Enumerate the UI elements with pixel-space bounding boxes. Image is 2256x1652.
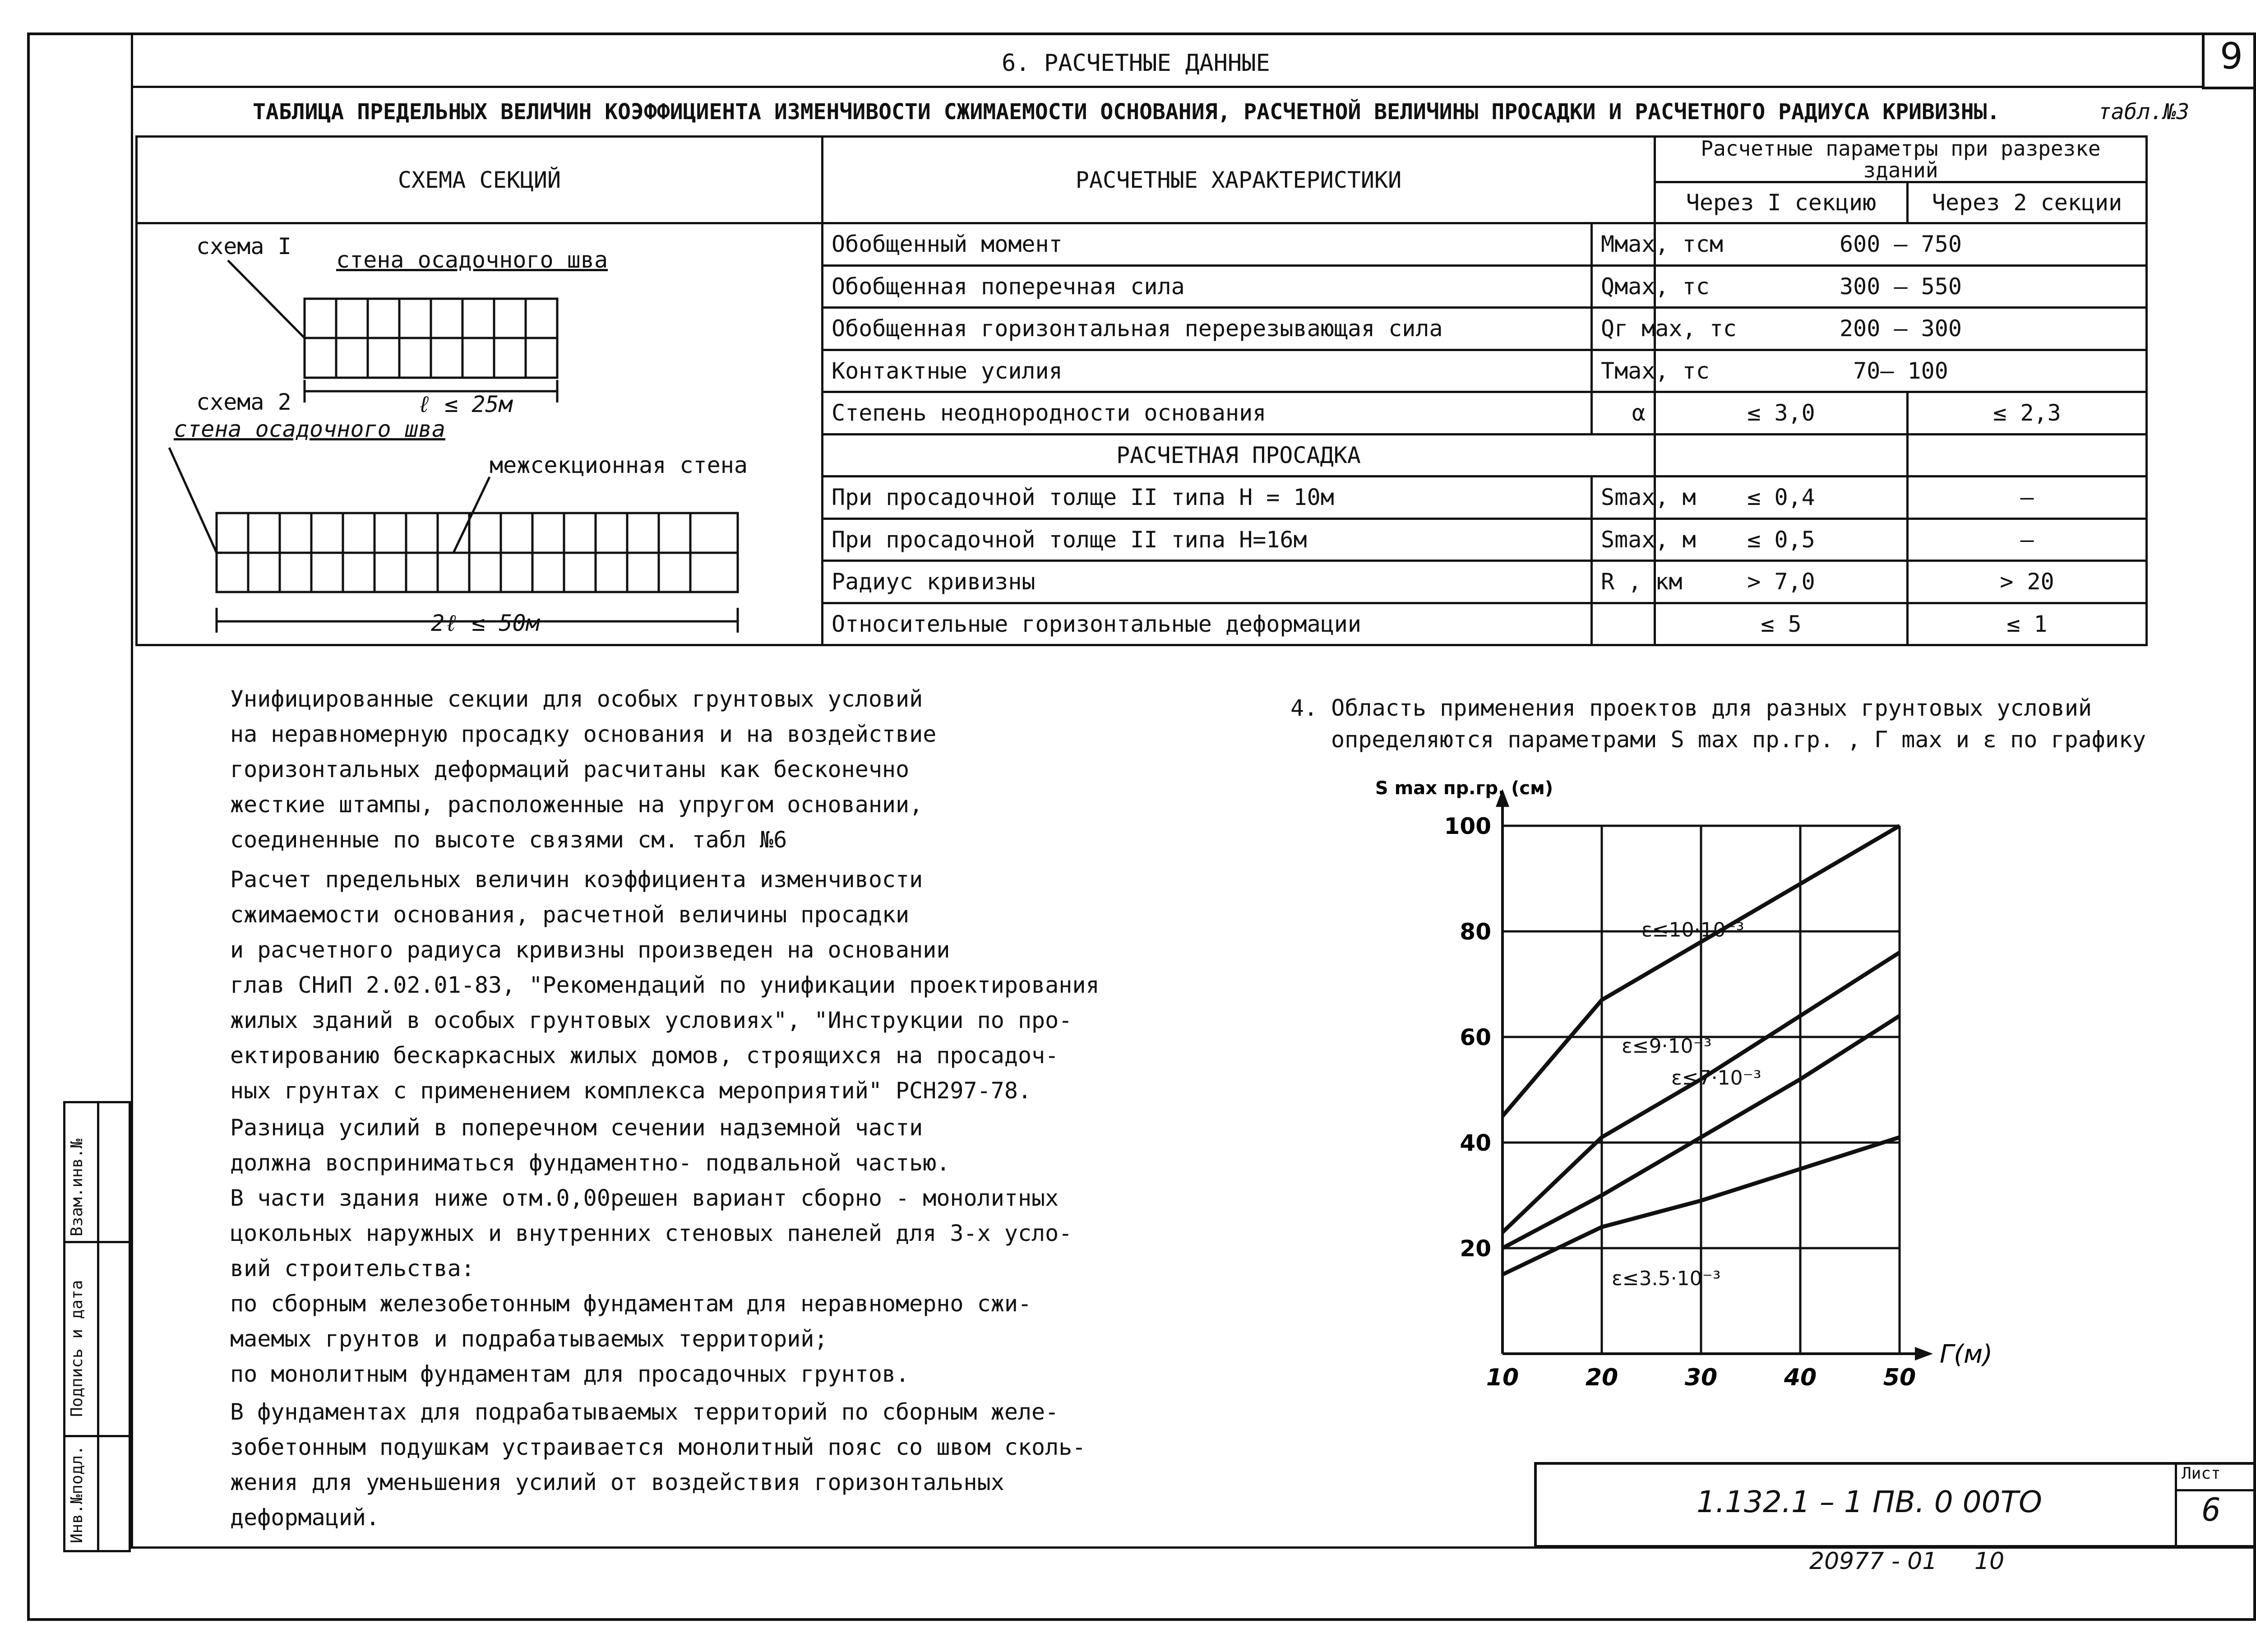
paragraph-4 [230,1394,1086,1535]
text-line: цокольных наружных и внутренних стеновых панелей для 3-х усло- [230,1220,1073,1246]
header-characteristics: РАСЧЕТНЫЕ ХАРАКТЕРИСТИКИ [823,137,1655,223]
text-line: маемых грунтов и подрабатываемых территорий; [230,1326,828,1352]
row-symbol [1592,603,1655,645]
row-value: 200 – 300 [1655,308,2147,350]
schema-cell [137,223,823,645]
document-code: 1.132.1 – 1 ПВ. 0 00ТО [1697,1485,2042,1519]
side-stamp-divider [63,1435,131,1437]
series-label: ε≤9·10⁻³ [1622,1035,1712,1058]
row-name: Обобщенная поперечная сила [823,265,1592,308]
chart-caption-2: определяются параметрами S max пр.гр. , Г max и ε по графику [1331,727,2146,753]
text-line: Разница усилий в поперечном сечении надземной части [230,1115,923,1141]
row-value: 600 – 750 [1655,223,2147,266]
row-value1: > 7,0 [1655,561,1908,603]
row-symbol: α [1592,392,1655,435]
y-tick-label: 40 [1460,1130,1491,1156]
side-stamp-divider [97,1101,99,1552]
schema1-label: схема I [196,233,291,259]
row-symbol: Qмах, тс [1592,265,1655,308]
x-axis-arrow [1915,1347,1933,1360]
schema-drawing [138,224,814,644]
row-name: Относительные горизонтальные деформации [823,603,1592,645]
chart-caption-1: 4. Область применения проектов для разных грунтовых условий [1290,695,2092,721]
table-title: ТАБЛИЦА ПРЕДЕЛЬНЫХ ВЕЛИЧИН КОЭФФИЦИЕНТА ИЗМЕНЧИВОСТИ СЖИМАЕМОСТИ ОСНОВАНИЯ, РАСЧЕТНОЙ ВЕЛИЧИНЫ ПРОСАДКИ И РАСЧЕТНОГО РАДИУСА КРИВИЗНЫ. [253,99,2000,125]
text-line: горизонтальных деформаций расчитаны как бесконечно [230,756,910,782]
row-symbol: R , км [1592,561,1655,603]
text-line: В части здания ниже отм.0,00решен вариант сборно - монолитных [230,1185,1059,1211]
text-line: вий строительства: [230,1255,475,1282]
x-tick-label: 20 [1585,1364,1618,1391]
x-tick-label: 10 [1486,1364,1519,1391]
x-axis-label: Г(м) [1940,1340,1993,1369]
paragraph-3 [230,1110,1072,1392]
sheet-number: 6 [2202,1491,2221,1528]
series-label: ε≤3.5·10⁻³ [1612,1267,1721,1290]
side-stamp-divider [63,1241,131,1243]
x-tick-label: 30 [1684,1364,1718,1391]
main-table [135,135,2231,646]
series-label: ε≤10·10⁻³ [1641,918,1744,942]
row-value1: ≤ 0,4 [1655,477,1908,519]
row-value2: ≤ 1 [1908,603,2147,645]
row-symbol: Mмах, тсм [1592,223,1655,266]
x-tick-label: 40 [1784,1364,1817,1391]
row-name: Степень неоднородности основания [823,392,1592,435]
schema2-leader2 [453,477,490,553]
text-line: глав СНиП 2.02.01-83, "Рекомендаций по унификации проектирования [230,972,1100,998]
row-value1: ≤ 3,0 [1655,392,1908,435]
text-line: зобетонным подушкам устраивается монолитный пояс со швом сколь- [230,1434,1086,1460]
text-line: В фундаментах для подрабатываемых территорий по сборным желе- [230,1399,1059,1425]
row-value1: ≤ 0,5 [1655,518,1908,561]
header-schema: СХЕМА СЕКЦИЙ [137,137,823,223]
page-number: 9 [2220,35,2243,77]
text-line: деформаций. [230,1504,380,1531]
schema2-leader [169,448,217,553]
text-line: соединенные по высоте связями см. табл №6 [230,827,787,853]
sheet-label: Лист [2182,1464,2221,1483]
schema1-caption: стена осадочного шва [336,247,608,273]
row-name: При просадочной толще II типа Н = 10м [823,477,1592,519]
row-name: Обобщенный момент [823,223,1592,266]
row-symbol: Qг мах, тс [1592,308,1655,350]
text-line: жесткие штампы, расположенные на упругом основании, [230,791,923,818]
row-name: Радиус кривизны [823,561,1592,603]
row-symbol: Smax, м [1592,477,1655,519]
y-tick-label: 80 [1460,919,1491,945]
text-line: ектированию бескаркасных жилых домов, строящихся на просадоч- [230,1042,1059,1069]
row-name: При просадочной толще II типа Н=16м [823,518,1592,561]
subheader-settlement: РАСЧЕТНАЯ ПРОСАДКА [823,434,1655,477]
paragraph-2 [230,862,1100,1108]
table-ref: табл.№3 [2098,99,2190,125]
row-value2: ≤ 2,3 [1908,392,2147,435]
title-rule [131,86,2202,88]
bottom-note: 20977 - 01 10 [1809,1548,2005,1575]
text-line: по монолитным фундаментам для просадочных грунтов. [230,1361,910,1387]
row-value: 300 – 550 [1655,265,2147,308]
side-sign: Подпись и дата [68,1280,86,1417]
side-inv: Инв.№подл. [68,1445,86,1543]
text-line: Расчет предельных величин коэффициента изменчивости [230,866,923,893]
schema1-dim: ℓ ≤ 25м [417,391,513,417]
y-tick-label: 20 [1460,1236,1491,1262]
y-tick-label: 60 [1460,1024,1491,1050]
schema2-label: схема 2 [196,389,291,415]
header-col2: Через 2 секции [1908,182,2147,223]
schema2-caption: стена осадочного шва [174,416,446,442]
row-value2: > 20 [1908,561,2147,603]
text-line: должна восприниматься фундаментно- подвальной частью. [230,1150,950,1176]
paragraph-1 [230,681,936,857]
row-value2: – [1908,477,2147,519]
text-line: на неравномерную просадку основания и на воздействие [230,721,937,747]
schema2-dim: 2ℓ ≤ 50м [431,610,540,636]
row-name: Обобщенная горизонтальная перерезывающая сила [823,308,1592,350]
header-col1: Через I секцию [1655,182,1908,223]
schema1-leader [228,260,305,338]
section-title: 6. РАСЧЕТНЫЕ ДАННЫЕ [1002,50,1270,77]
y-tick-label: 100 [1444,813,1491,839]
x-tick-label: 50 [1883,1364,1916,1391]
text-line: жения для уменьшения усилий от воздействия горизонтальных [230,1469,1004,1495]
text-line: жилых зданий в особых грунтовых условиях", "Инструкции по про- [230,1007,1073,1033]
row-symbol: Smax, м [1592,518,1655,561]
row-value1: ≤ 5 [1655,603,1908,645]
schema2-caption2: межсекционная стена [490,452,748,478]
series-label: ε≤7·10⁻³ [1671,1066,1761,1090]
side-vzam: Взам.инв.№ [68,1138,86,1236]
text-line: по сборным железобетонным фундаментам для неравномерно сжи- [230,1291,1032,1317]
text-line: Унифицированные секции для особых грунтовых условий [230,686,923,712]
header-params: Расчетные параметры при разрезке зданий [1655,137,2147,182]
schema-svg [138,224,814,644]
row-name: Контактные усилия [823,350,1592,392]
text-line: ных грунтах с применением комплекса мероприятий" РСН297-78. [230,1078,1032,1104]
row-value2: – [1908,518,2147,561]
text-line: сжимаемости основания, расчетной величины просадки [230,902,910,928]
row-value: 70– 100 [1655,350,2147,392]
row-symbol: Тмах, тс [1592,350,1655,392]
text-line: и расчетного радиуса кривизны произведен на основании [230,937,950,963]
y-axis-label: S max пр.гр. (см) [1375,778,1553,799]
chart [1375,767,2098,1391]
